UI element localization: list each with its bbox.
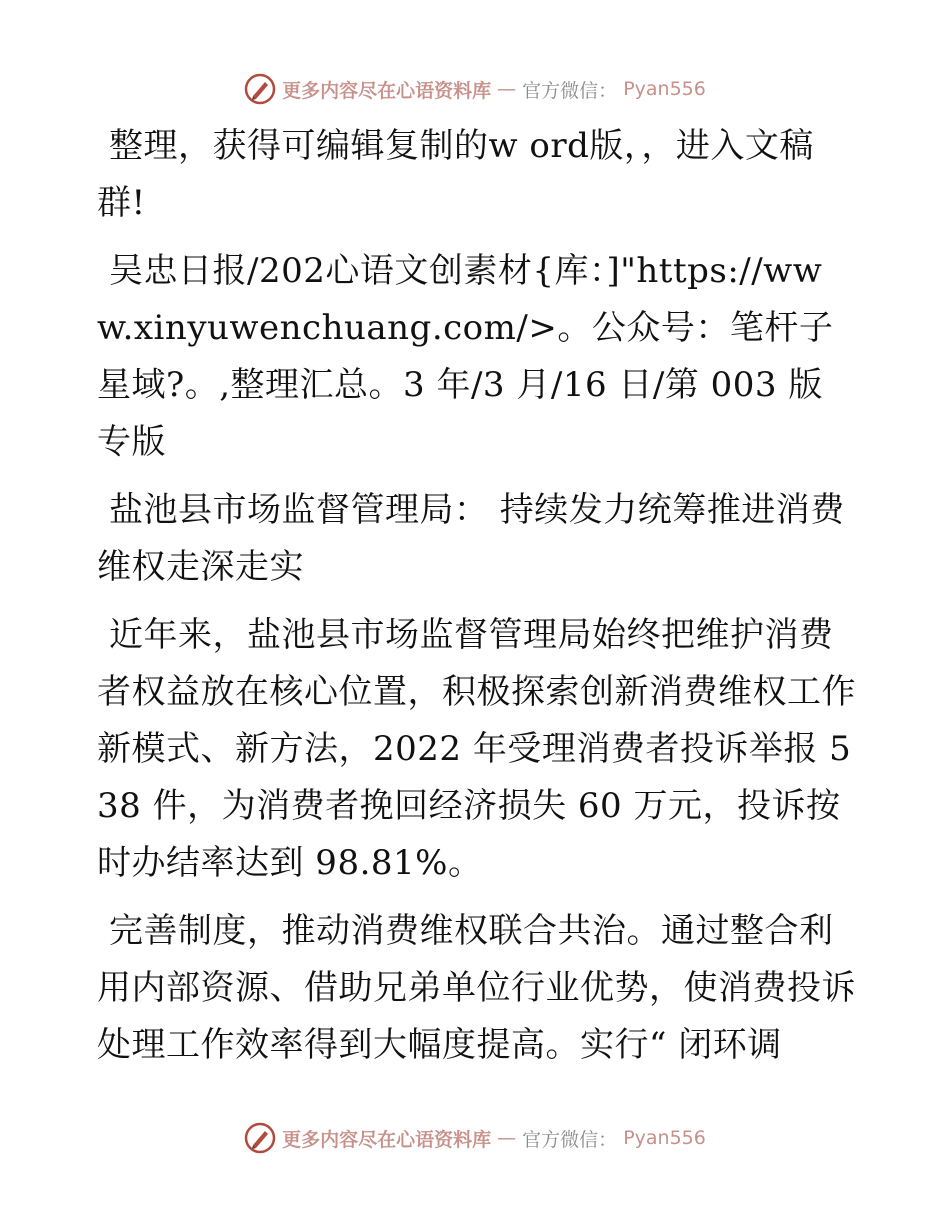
article-title: 盐池县市场监督管理局： 持续发力统筹推进消费维权走深走实 [97, 490, 845, 587]
watermark-header [0, 73, 950, 105]
paragraph-measures: 完善制度，推动消费维权联合共治。通过整合利用内部资源、借助兄弟单位行业优势，使消费投诉处理工作效率得到大幅度提高。实行“ 闭环调 [97, 911, 856, 1065]
paragraph-source: 吴忠日报/202心语文创素材{库：]"https://www.xinyuwenchuang.com/>。公众号：笔杆子星域?。,整理汇总。3 年/3 月/16 日/第 003 版专版 [97, 251, 834, 462]
watermark-wechat-id: Pyan556 [623, 1127, 706, 1149]
watermark-main-text: 更多内容尽在心语资料库 [282, 1128, 492, 1151]
paragraph-intro: 整理，获得可编辑复制的w ord版，，进入文稿群! [97, 126, 814, 223]
watermark-wechat-id: Pyan556 [623, 78, 706, 100]
paragraph-summary: 近年来，盐池县市场监督管理局始终把维护消费者权益放在核心位置，积极探索创新消费维权工作新模式、新方法，2022 年受理消费者投诉举报 538 件，为消费者挽回经济损失 60 万元，投诉按时办结率达到 98.81%。 [97, 615, 856, 883]
pen-seal-icon [244, 1122, 276, 1154]
watermark-footer [0, 1122, 950, 1154]
pen-seal-icon [244, 73, 276, 105]
watermark-dash: — [497, 78, 517, 100]
document-body [97, 118, 857, 1085]
watermark-wechat-label: 官方微信： [522, 79, 618, 102]
watermark-dash: — [497, 1127, 517, 1149]
watermark-wechat-label: 官方微信： [522, 1128, 618, 1151]
watermark-main-text: 更多内容尽在心语资料库 [282, 79, 492, 102]
